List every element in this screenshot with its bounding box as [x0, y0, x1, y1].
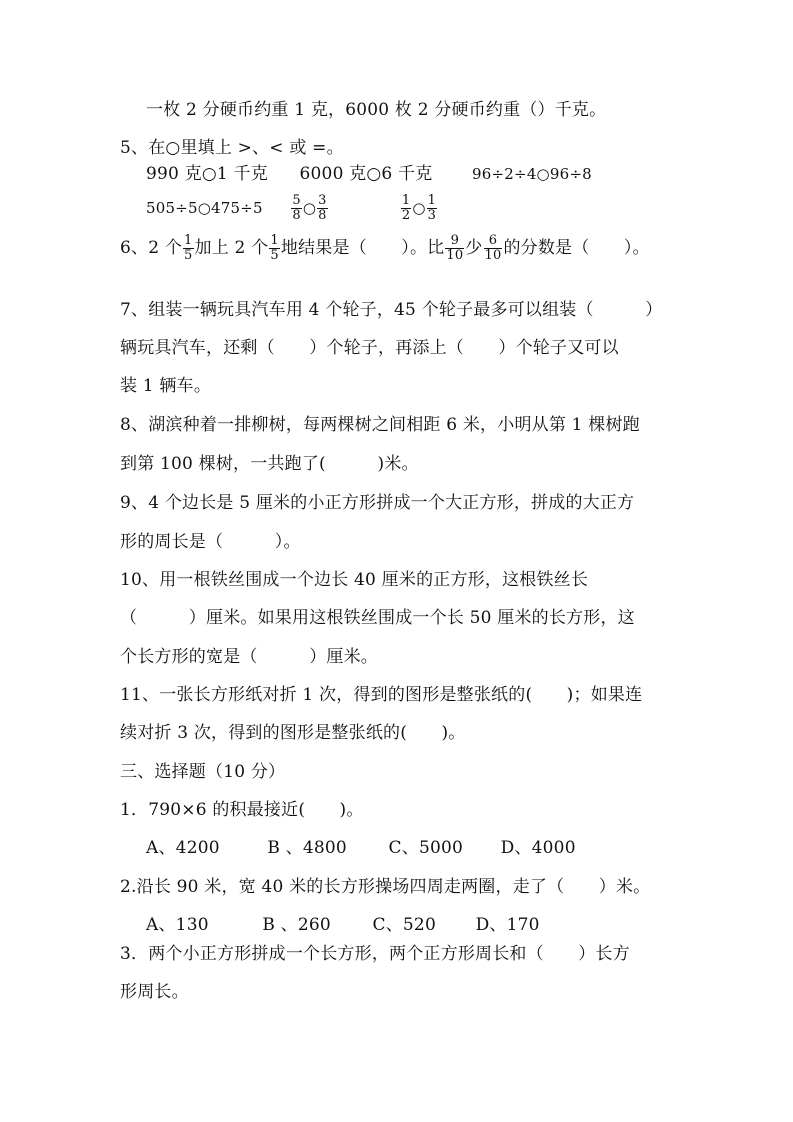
option-a: A、4200	[146, 838, 220, 858]
q6: 6、2 个 $\frac{1}{5}$ 加上 2 个 $\frac{1}{5}$ 地结果是（ ）。比 $\frac{9}{10}$ 少 $\frac{6}{10}$ 的分数是（ ）。	[120, 233, 650, 263]
q5-item-1: 990 克○1 千克	[146, 164, 268, 184]
fraction: $\frac{5}{8}$	[292, 193, 301, 223]
q5-row1	[146, 162, 592, 186]
q5-item-3: 96÷2÷4○96÷8	[472, 165, 592, 183]
q8-line-2: 到第 100 棵树，一共跑了( )米。	[120, 454, 419, 474]
choice-q1: 1．790×6 的积最接近( )。	[120, 800, 364, 820]
q5-row2: 505÷5○475÷5 $\frac{5}{8}$ ○ $\frac{3}{8}$ $\frac{1}{2}$ ○ $\frac{1}{3}$	[146, 193, 437, 223]
option-b: B 、4800	[267, 838, 347, 858]
choice-q1-options	[146, 836, 576, 860]
choice-q3-line-2: 形周长。	[120, 982, 189, 1002]
q10-line-3: 个长方形的宽是（ ）厘米。	[120, 647, 378, 667]
choice-q3-line-1: 3．两个小正方形拼成一个长方形，两个正方形周长和（ ）长方	[120, 944, 630, 964]
fraction: $\frac{1}{3}$	[427, 193, 437, 223]
option-c: C、5000	[388, 838, 464, 858]
choice-q2: 2.沿长 90 米，宽 40 米的长方形操场四周走两圈，走了（ ）米。	[120, 877, 651, 897]
option-a: A、130	[146, 915, 209, 935]
q9-line-2: 形的周长是（ ）。	[120, 532, 301, 552]
fraction: $\frac{9}{10}$	[446, 233, 464, 263]
q5-item-2: 6000 克○6 千克	[299, 164, 433, 184]
fraction: $\frac{1}{2}$	[401, 193, 411, 223]
option-b: B 、260	[262, 915, 331, 935]
fraction: $\frac{1}{5}$	[270, 233, 279, 263]
q5-title: 5、在○里填上 >、< 或 =。	[120, 138, 344, 158]
fraction: $\frac{6}{10}$	[484, 233, 502, 263]
q7-line-1: 7、组装一辆玩具汽车用 4 个轮子，45 个轮子最多可以组装（ ）	[120, 300, 663, 320]
q10-line-1: 10、用一根铁丝围成一个边长 40 厘米的正方形，这根铁丝长	[120, 570, 589, 590]
option-d: D、4000	[500, 838, 576, 858]
fraction: $\frac{1}{5}$	[184, 233, 193, 263]
q4-continuation: 一枚 2 分硬币约重 1 克，6000 枚 2 分硬币约重（）千克。	[146, 100, 607, 120]
q5-item-4: 505÷5○475÷5	[146, 199, 263, 217]
choice-q2-options	[146, 913, 540, 937]
q7-line-3: 装 1 辆车。	[120, 376, 212, 396]
q10-line-2: （ ）厘米。如果用这根铁丝围成一个长 50 厘米的长方形，这	[120, 608, 635, 628]
q11-line-2: 续对折 3 次，得到的图形是整张纸的( )。	[120, 723, 466, 743]
section-3-heading: 三、选择题（10 分）	[120, 762, 286, 782]
q9-line-1: 9、4 个边长是 5 厘米的小正方形拼成一个大正方形，拼成的大正方	[120, 493, 635, 513]
q8-line-1: 8、湖滨种着一排柳树，每两棵树之间相距 6 米，小明从第 1 棵树跑	[120, 415, 640, 435]
option-c: C、520	[372, 915, 436, 935]
fraction: $\frac{3}{8}$	[318, 193, 327, 223]
option-d: D、170	[475, 915, 540, 935]
q7-line-2: 辆玩具汽车，还剩（ ）个轮子，再添上（ ）个轮子又可以	[120, 338, 619, 358]
q11-line-1: 11、一张长方形纸对折 1 次，得到的图形是整张纸的( )；如果连	[120, 685, 643, 705]
